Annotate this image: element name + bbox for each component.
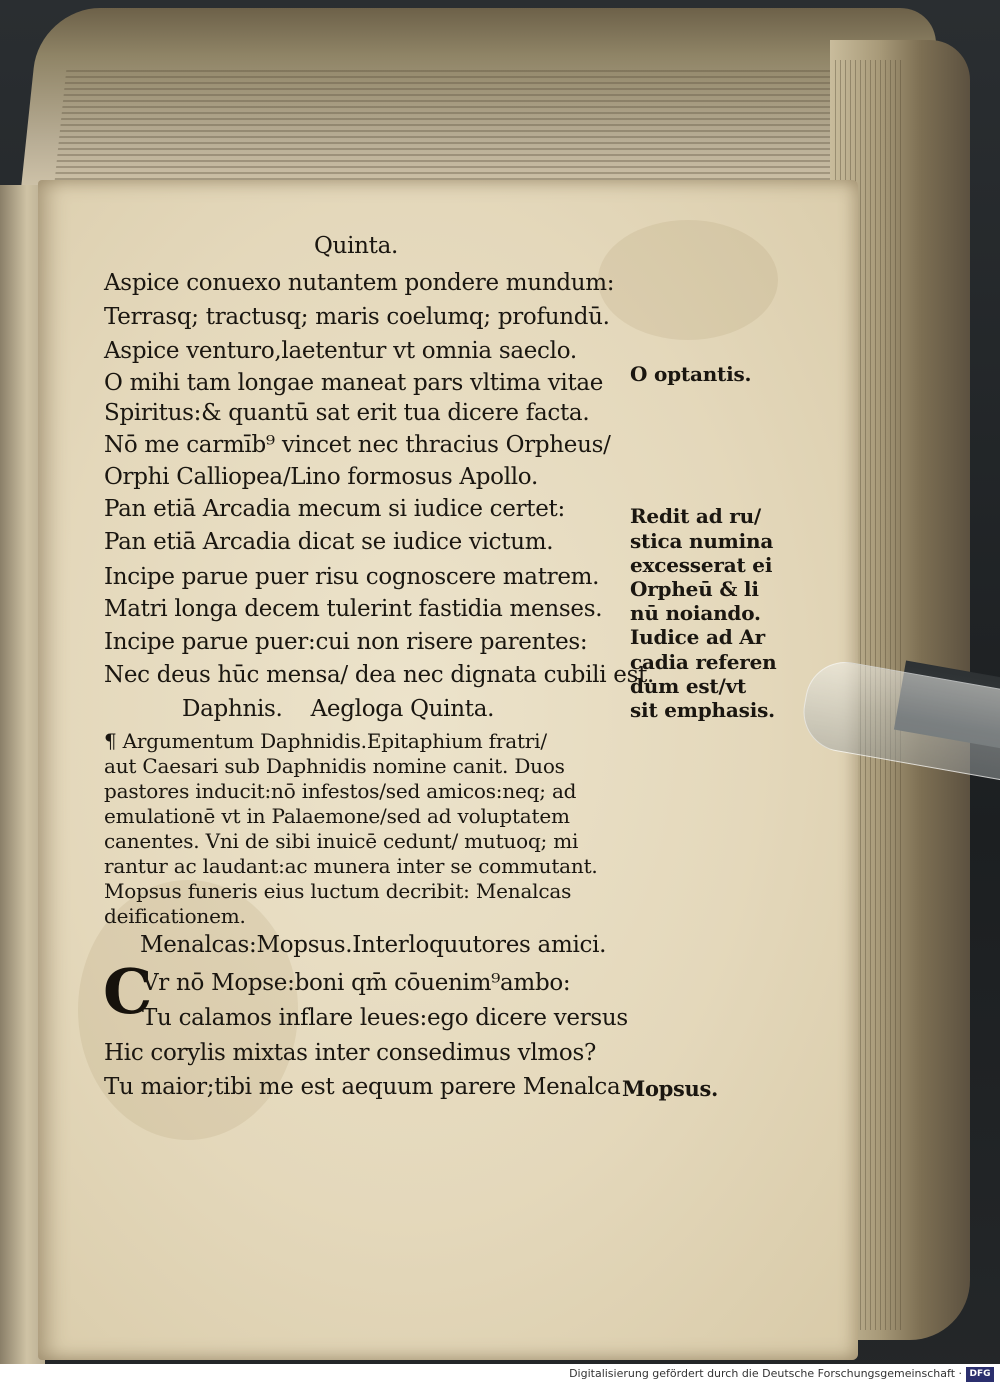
paper-stain xyxy=(598,220,778,340)
decorated-initial: C xyxy=(103,955,153,1028)
speaker-label: Mopsus. xyxy=(622,1076,719,1101)
verse-line: Spiritus:& quantū sat erit tua dicere facta. xyxy=(104,400,590,426)
verse-line: Aspice conuexo nutantem pondere mundum: xyxy=(104,270,615,296)
verse-line: Orphi Calliopea/Lino formosus Apollo. xyxy=(104,464,538,490)
margin-gloss-line: sit emphasis. xyxy=(630,698,775,722)
argument-line: Mopsus funeris eius luctum decribit: Menalcas xyxy=(104,879,572,903)
margin-gloss-line: stica numina xyxy=(630,529,774,553)
margin-gloss-line: Iudice ad Ar xyxy=(630,625,765,649)
margin-gloss-line: cadia referen xyxy=(630,650,777,674)
margin-gloss: O optantis. xyxy=(630,362,752,386)
margin-gloss-line: nū noiando. xyxy=(630,601,761,625)
verse-line: Pan etiā Arcadia mecum si iudice certet: xyxy=(104,496,565,522)
interlocutors-line: Menalcas:Mopsus.Interloquutores amici. xyxy=(140,932,607,958)
argument-line: canentes. Vni de sibi inuicē cedunt/ mutuoq; mi xyxy=(104,829,579,853)
page-heading: Quinta. xyxy=(314,233,399,259)
argument-line: pastores inducit:nō infestos/sed amicos:neq; ad xyxy=(104,779,577,803)
margin-gloss-line: dum est/vt xyxy=(630,674,747,698)
argument-line: rantur ac laudant:ac munera inter se commutant. xyxy=(104,854,598,878)
eclogue-title: Daphnis. Aegloga Quinta. xyxy=(182,696,495,722)
verse-line: Nec deus hūc mensa/ dea nec dignata cubili est. xyxy=(104,662,655,688)
verse-line: Aspice venturo,laetentur vt omnia saeclo. xyxy=(104,338,577,364)
margin-gloss-line: excesserat ei xyxy=(630,553,773,577)
verse-line: Pan etiā Arcadia dicat se iudice victum. xyxy=(104,529,554,555)
verse-line: Terrasq; tractusq; maris coelumq; profundū. xyxy=(104,304,610,330)
dfg-logo: DFG xyxy=(966,1367,994,1382)
page-edges-top xyxy=(54,70,887,190)
verse-line: O mihi tam longae maneat pars vltima vitae xyxy=(104,370,604,396)
verse-line: Tu maior;tibi me est aequum parere Menalca xyxy=(104,1074,621,1100)
argument-line: ¶ Argumentum Daphnidis.Epitaphium fratri/ xyxy=(104,729,547,753)
margin-gloss-line: Redit ad ru/ xyxy=(630,504,762,528)
argument-line: aut Caesari sub Daphnidis nomine canit. Duos xyxy=(104,754,565,778)
verse-line: Incipe parue puer:cui non risere parentes: xyxy=(104,629,588,655)
verse-line: Nō me carmīb⁹ vincet nec thracius Orpheus/ xyxy=(104,432,611,458)
verse-line: Tu calamos inflare leues:ego dicere versus xyxy=(142,1005,628,1031)
verse-line: Matri longa decem tulerint fastidia menses. xyxy=(104,596,603,622)
verse-line: Hic corylis mixtas inter consedimus vlmos? xyxy=(104,1040,596,1066)
footer-bar xyxy=(0,1364,1000,1386)
argument-line: deificationem. xyxy=(104,904,246,928)
verse-line: Vr nō Mopse:boni qm̄ cōuenim⁹ambo: xyxy=(142,970,571,996)
footer-credit: Digitalisierung gefördert durch die Deutsche Forschungsgemeinschaft · xyxy=(569,1367,962,1380)
argument-line: emulationē vt in Palaemone/sed ad voluptatem xyxy=(104,804,570,828)
verse-line: Incipe parue puer risu cognoscere matrem. xyxy=(104,564,600,590)
margin-gloss-line: Orpheū & li xyxy=(630,577,759,601)
